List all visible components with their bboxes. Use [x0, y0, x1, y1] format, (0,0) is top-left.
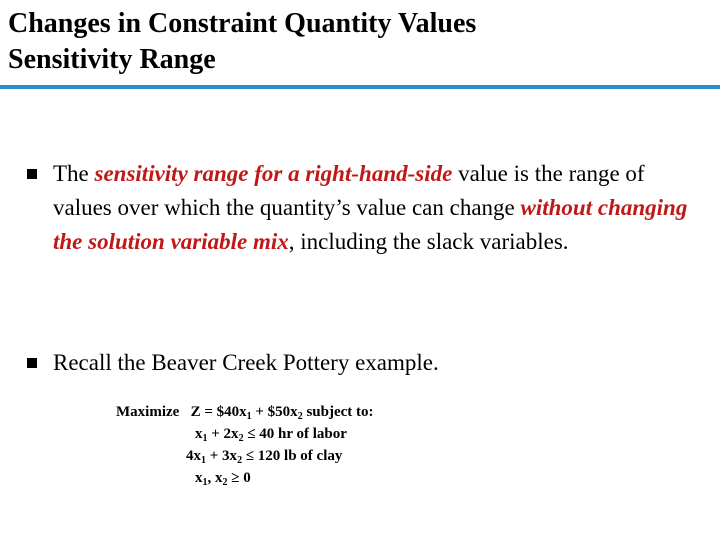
bullet-1-text-a: The — [53, 161, 95, 186]
title-line-1: Changes in Constraint Quantity Values — [8, 8, 477, 39]
lp-objective-line: Maximize $Z = \$40x_1$ + $\$50x_2$ subject to: — [116, 404, 374, 422]
slide-title — [8, 6, 708, 78]
lp-labor-constraint: $x_1 + 2x_2 \le 40$ hr of labor — [195, 426, 347, 444]
bullet-marker-2 — [27, 358, 37, 368]
bullet-1-text-b: value is the range of values over which the quantity’s value can change — [53, 161, 645, 220]
bullet-marker-1 — [27, 169, 37, 179]
lp-nonnegativity-constraint: $x_1$, $x_2 \ge 0$ — [195, 470, 251, 488]
bullet-paragraph-2: Recall the Beaver Creek Pottery example. — [53, 350, 439, 375]
bullet-1-text-c: , including the slack variables. — [288, 229, 569, 254]
bullet-1-emphasis-b: without changing the solution variable mix — [53, 195, 688, 254]
bullet-paragraph-1 — [53, 157, 703, 259]
lp-clay-constraint: $4x_1 + 3x_2 \le 120$ lb of clay — [186, 448, 343, 466]
title-line-2: Sensitivity Range — [8, 44, 216, 75]
bullet-1-emphasis-a: sensitivity range for a right-hand-side — [94, 161, 453, 186]
title-underline — [0, 85, 720, 89]
maximize-label: Maximize — [116, 404, 180, 420]
